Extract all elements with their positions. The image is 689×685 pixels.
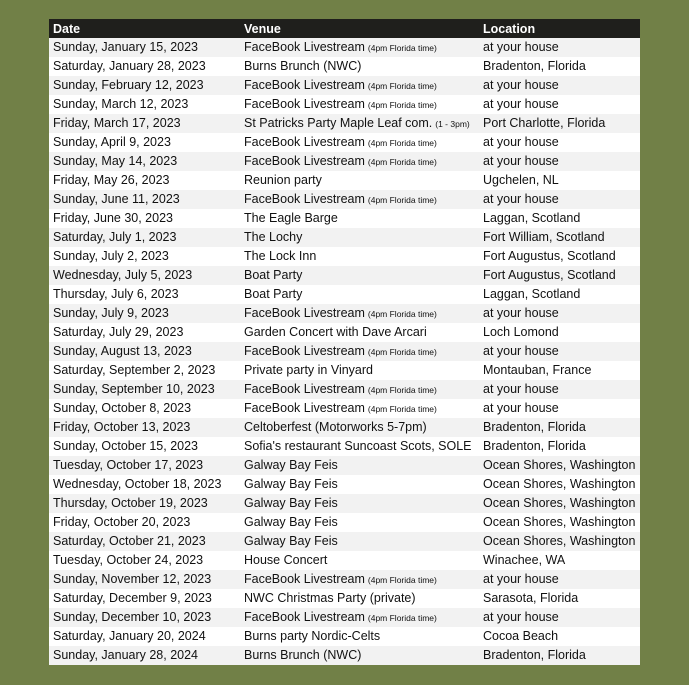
table-row [49,114,640,133]
date-cell: Tuesday, October 17, 2023 [53,458,204,472]
venue-note: (4pm Florida time) [367,347,437,357]
venue-note: (4pm Florida time) [367,81,437,91]
venue-text: FaceBook Livestream [244,40,365,54]
table-row [49,456,640,475]
date-cell: Sunday, July 9, 2023 [53,306,169,320]
venue-cell [244,437,472,456]
date-cell: Sunday, January 15, 2023 [53,40,199,54]
venue-note: (4pm Florida time) [367,575,437,585]
location-cell: Sarasota, Florida [483,591,579,605]
venue-text: The Lock Inn [244,249,317,263]
venue-text: FaceBook Livestream [244,78,365,92]
venue-text: FaceBook Livestream [244,610,365,624]
location-cell: Port Charlotte, Florida [483,116,606,130]
date-cell: Friday, October 20, 2023 [53,515,191,529]
location-cell: at your house [483,610,559,624]
location-cell: Ocean Shores, Washington [483,477,636,491]
venue-note: (4pm Florida time) [367,195,437,205]
location-cell: at your house [483,344,559,358]
venue-cell [244,608,437,628]
venue-cell [244,646,361,665]
venue-cell [244,570,437,590]
date-cell: Saturday, July 29, 2023 [53,325,184,339]
date-cell: Sunday, November 12, 2023 [53,572,212,586]
venue-text: FaceBook Livestream [244,344,365,358]
date-cell: Thursday, October 19, 2023 [53,496,208,510]
date-cell: Wednesday, October 18, 2023 [53,477,222,491]
venue-cell [244,380,437,400]
location-cell: Fort William, Scotland [483,230,605,244]
table-header [49,19,640,38]
table-row [49,266,640,285]
table-row [49,418,640,437]
venue-cell [244,475,338,494]
venue-cell [244,627,380,646]
location-cell: Fort Augustus, Scotland [483,249,616,263]
venue-cell [244,532,338,551]
venue-cell [244,114,470,134]
table-row [49,437,640,456]
location-cell: Ocean Shores, Washington [483,515,636,529]
table-row [49,95,640,114]
table-row [49,209,640,228]
location-cell: Fort Augustus, Scotland [483,268,616,282]
venue-cell [244,38,437,58]
venue-text: FaceBook Livestream [244,97,365,111]
venue-text: Galway Bay Feis [244,458,338,472]
venue-note: (4pm Florida time) [367,613,437,623]
venue-text: St Patricks Party Maple Leaf com. [244,116,433,130]
venue-cell [244,133,437,153]
location-cell: at your house [483,192,559,206]
date-cell: Sunday, October 8, 2023 [53,401,192,415]
venue-text: Burns Brunch (NWC) [244,648,362,662]
venue-note: (4pm Florida time) [367,157,437,167]
venue-cell [244,323,427,342]
venue-cell [244,399,437,419]
date-cell: Sunday, May 14, 2023 [53,154,178,168]
date-cell: Saturday, July 1, 2023 [53,230,177,244]
date-cell: Saturday, January 20, 2024 [53,629,206,643]
location-cell: Ocean Shores, Washington [483,458,636,472]
location-cell: at your house [483,154,559,168]
location-cell: at your house [483,401,559,415]
venue-text: Boat Party [244,268,303,282]
location-cell: Bradenton, Florida [483,420,586,434]
venue-text: Private party in Vinyard [244,363,373,377]
venue-cell [244,456,338,475]
date-cell: Sunday, January 28, 2024 [53,648,199,662]
table-row [49,190,640,209]
venue-text: Galway Bay Feis [244,515,338,529]
date-cell: Sunday, April 9, 2023 [53,135,171,149]
location-cell: at your house [483,306,559,320]
table-row [49,361,640,380]
location-cell: Winachee, WA [483,553,566,567]
header-location: Location [483,22,536,36]
date-cell: Thursday, July 6, 2023 [53,287,179,301]
venue-cell [244,513,338,532]
location-cell: at your house [483,382,559,396]
venue-text: Galway Bay Feis [244,496,338,510]
venue-text: Sofia's restaurant Suncoast Scots, SOLE [244,439,472,453]
table-row [49,228,640,247]
venue-text: FaceBook Livestream [244,382,365,396]
venue-text: House Concert [244,553,328,567]
table-row [49,133,640,152]
table-row [49,247,640,266]
location-cell: Ugchelen, NL [483,173,559,187]
venue-cell [244,551,327,570]
schedule-table-body [49,38,640,665]
venue-note: (1 - 3pm) [435,119,470,129]
location-cell: Bradenton, Florida [483,648,586,662]
venue-text: Galway Bay Feis [244,534,338,548]
location-cell: at your house [483,40,559,54]
venue-cell [244,266,302,285]
venue-text: Garden Concert with Dave Arcari [244,325,427,339]
venue-text: FaceBook Livestream [244,135,365,149]
venue-cell [244,57,361,76]
venue-note: (4pm Florida time) [367,43,437,53]
location-cell: Bradenton, Florida [483,59,586,73]
venue-cell [244,171,322,190]
venue-text: Celtoberfest (Motorworks 5-7pm) [244,420,427,434]
venue-cell [244,209,338,228]
venue-cell [244,589,416,608]
date-cell: Sunday, September 10, 2023 [53,382,215,396]
table-row [49,589,640,608]
venue-cell [244,342,437,362]
date-cell: Sunday, December 10, 2023 [53,610,212,624]
table-row [49,171,640,190]
table-row [49,513,640,532]
table-row [49,570,640,589]
table-row [49,57,640,76]
location-cell: Cocoa Beach [483,629,559,643]
venue-note: (4pm Florida time) [367,309,437,319]
location-cell: Laggan, Scotland [483,287,581,301]
venue-cell [244,76,437,96]
venue-text: FaceBook Livestream [244,154,365,168]
venue-text: FaceBook Livestream [244,306,365,320]
venue-cell [244,247,316,266]
venue-text: Galway Bay Feis [244,477,338,491]
location-cell: at your house [483,78,559,92]
venue-text: FaceBook Livestream [244,572,365,586]
venue-note: (4pm Florida time) [367,100,437,110]
date-cell: Tuesday, October 24, 2023 [53,553,204,567]
location-cell: at your house [483,135,559,149]
venue-text: Burns party Nordic-Celts [244,629,381,643]
date-cell: Wednesday, July 5, 2023 [53,268,193,282]
venue-cell [244,152,437,172]
table-row [49,399,640,418]
date-cell: Sunday, June 11, 2023 [53,192,180,206]
venue-text: The Eagle Barge [244,211,338,225]
location-cell: at your house [483,97,559,111]
date-cell: Sunday, February 12, 2023 [53,78,204,92]
table-row [49,627,640,646]
table-row [49,475,640,494]
date-cell: Saturday, January 28, 2023 [53,59,206,73]
date-cell: Sunday, July 2, 2023 [53,249,169,263]
venue-text: Burns Brunch (NWC) [244,59,362,73]
venue-text: Boat Party [244,287,303,301]
date-cell: Friday, October 13, 2023 [53,420,191,434]
location-cell: at your house [483,572,559,586]
table-row [49,646,640,665]
date-cell: Sunday, March 12, 2023 [53,97,189,111]
header-venue: Venue [244,22,281,36]
table-row [49,532,640,551]
date-cell: Sunday, October 15, 2023 [53,439,199,453]
venue-note: (4pm Florida time) [367,138,437,148]
date-cell: Saturday, December 9, 2023 [53,591,212,605]
header-date: Date [53,22,81,36]
venue-text: FaceBook Livestream [244,192,365,206]
date-cell: Friday, May 26, 2023 [53,173,170,187]
table-row [49,323,640,342]
table-row [49,285,640,304]
table-row [49,551,640,570]
date-cell: Friday, June 30, 2023 [53,211,173,225]
venue-cell [244,95,437,115]
location-cell: Ocean Shores, Washington [483,534,636,548]
table-row [49,380,640,399]
location-cell: Loch Lomond [483,325,559,339]
location-cell: Ocean Shores, Washington [483,496,636,510]
date-cell: Saturday, September 2, 2023 [53,363,216,377]
venue-cell [244,361,373,380]
venue-cell [244,304,437,324]
venue-cell [244,418,427,437]
table-row [49,494,640,513]
location-cell: Montauban, France [483,363,592,377]
date-cell: Saturday, October 21, 2023 [53,534,206,548]
table-row [49,152,640,171]
venue-text: NWC Christmas Party (private) [244,591,416,605]
venue-note: (4pm Florida time) [367,404,437,414]
venue-note: (4pm Florida time) [367,385,437,395]
table-row [49,342,640,361]
table-row [49,608,640,627]
venue-cell [244,228,302,247]
table-row [49,38,640,57]
venue-cell [244,285,302,304]
table-row [49,304,640,323]
location-cell: Laggan, Scotland [483,211,581,225]
date-cell: Sunday, August 13, 2023 [53,344,192,358]
venue-text: The Lochy [244,230,303,244]
date-cell: Friday, March 17, 2023 [53,116,181,130]
venue-text: Reunion party [244,173,322,187]
venue-text: FaceBook Livestream [244,401,365,415]
table-row [49,76,640,95]
venue-cell [244,190,437,210]
venue-cell [244,494,338,513]
location-cell: Bradenton, Florida [483,439,586,453]
